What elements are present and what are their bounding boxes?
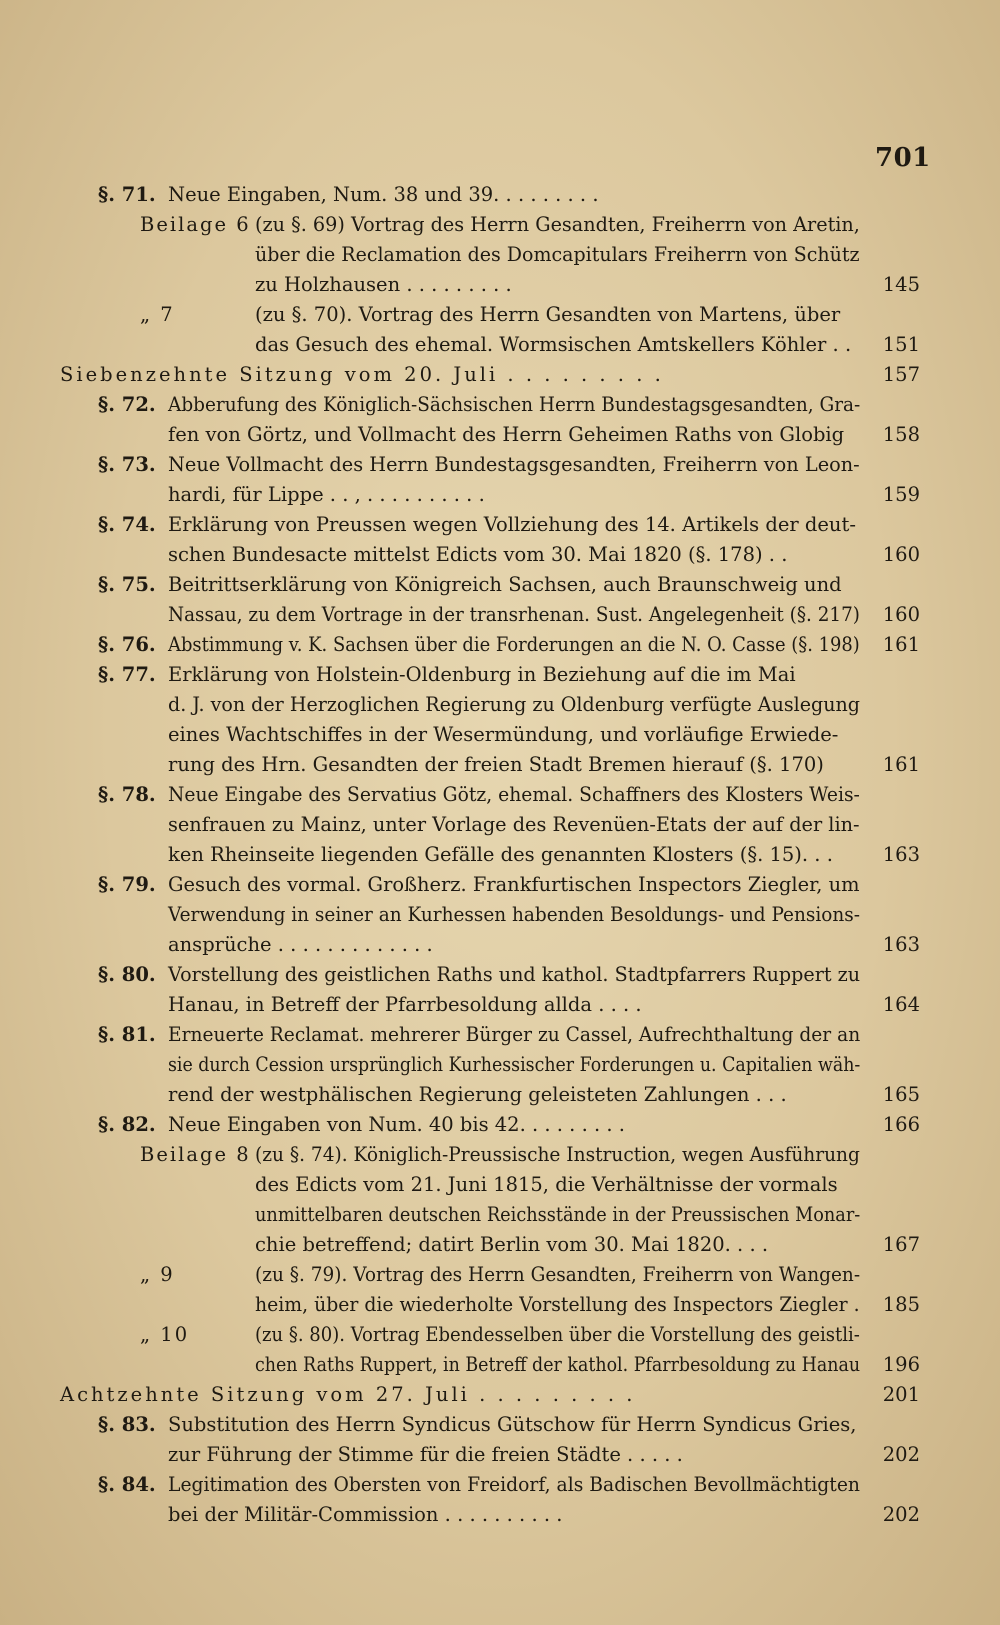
section-number: §. 71. [98,183,156,206]
toc-entry [60,1410,920,1470]
entry-text-line: Achtzehnte Sitzung vom 27. Juli . . . . . . . . . [60,1383,636,1406]
beilage-label: Beilage 8 [140,1143,251,1166]
page-reference: 158 [882,423,920,446]
entry-text-line: schen Bundesacte mittelst Edicts vom 30. Mai 1820 (§. 178) . . [168,543,788,566]
beilage-label: „ 10 [140,1323,190,1346]
entry-text-line: Substitution des Herrn Syndicus Gütschow für Herrn Syndicus Gries, [168,1413,857,1436]
section-number: §. 72. [98,393,156,416]
toc-entry [60,450,920,510]
page-reference: 166 [882,1113,920,1136]
section-number: §. 78. [98,783,156,806]
entry-text-line: chen Raths Ruppert, in Betreff der kathol. Pfarrbesoldung zu Hanau [255,1353,861,1376]
entry-text-line: chie betreffend; datirt Berlin vom 30. Mai 1820. . . . [255,1233,769,1256]
entry-text-line: Siebenzehnte Sitzung vom 20. Juli . . . . . . . . . [60,363,664,386]
table-of-contents [60,180,920,1530]
page-reference: 145 [882,273,920,296]
entry-text-line: über die Reclamation des Domcapitulars Freiherrn von Schütz [255,243,860,266]
beilage-label: Beilage 6 [140,213,251,236]
toc-entry [60,570,920,630]
entry-text-line: Vorstellung des geistlichen Raths und kathol. Stadtpfarrers Ruppert zu [168,963,861,986]
entry-text-line: bei der Militär-Commission . . . . . . . . . . [168,1503,563,1526]
entry-text-line: (zu §. 69) Vortrag des Herrn Gesandten, Freiherrn von Aretin, [255,213,860,236]
entry-text-line: Neue Eingabe des Servatius Götz, ehemal. Schaffners des Klosters Weis- [168,783,860,806]
page-reference: 164 [882,993,920,1016]
entry-text-line: senfrauen zu Mainz, unter Vorlage des Revenüen-Etats der auf der lin- [168,813,860,836]
entry-text-line: rung des Hrn. Gesandten der freien Stadt Bremen hierauf (§. 170) [168,753,824,776]
page-reference: 160 [882,543,920,566]
toc-entry [60,1260,920,1320]
entry-text-line: das Gesuch des ehemal. Wormsischen Amtskellers Köhler . . [255,333,852,356]
entry-text-line: d. J. von der Herzoglichen Regierung zu Oldenburg verfügte Auslegung [168,693,860,716]
entry-text-line: (zu §. 74). Königlich-Preussische Instruction, wegen Ausführung [255,1143,860,1166]
toc-entry [60,1140,920,1260]
section-number: §. 74. [98,513,156,536]
section-number: §. 81. [98,1023,156,1046]
page-reference: 201 [882,1383,920,1406]
entry-text-line: Nassau, zu dem Vortrage in der transrhenan. Sust. Angelegenheit (§. 217) [168,603,860,626]
section-number: §. 80. [98,963,156,986]
section-number: §. 77. [98,663,156,686]
page-reference: 163 [882,843,920,866]
entry-text-line: (zu §. 79). Vortrag des Herrn Gesandten, Freiherrn von Wangen- [255,1263,861,1286]
page-reference: 161 [882,753,920,776]
entry-text-line: Erklärung von Holstein-Oldenburg in Beziehung auf die im Mai [168,663,796,686]
entry-text-line: Neue Eingaben von Num. 40 bis 42. . . . . . . . . [168,1113,625,1136]
page-reference: 160 [882,603,920,626]
page-reference: 159 [882,483,920,506]
toc-entry [60,510,920,570]
section-number: §. 73. [98,453,156,476]
toc-entry [60,300,920,360]
entry-text-line: des Edicts vom 21. Juni 1815, die Verhältnisse der vormals [255,1173,838,1196]
page-reference: 167 [882,1233,920,1256]
toc-entry [60,1320,920,1380]
entry-text-line: sie durch Cession ursprünglich Kurhessischer Forderungen u. Capitalien wäh- [168,1053,861,1076]
toc-entry [60,780,920,870]
entry-text-line: Legitimation des Obersten von Freidorf, als Badischen Bevollmächtigten [168,1473,860,1496]
toc-entry [60,660,920,780]
entry-text-line: unmittelbaren deutschen Reichsstände in der Preussischen Monar- [255,1203,861,1226]
entry-text-line: Neue Vollmacht des Herrn Bundestagsgesandten, Freiherrn von Leon- [168,453,860,476]
section-number: §. 79. [98,873,156,896]
toc-entry [60,630,920,660]
entry-text-line: Neue Eingaben, Num. 38 und 39. . . . . . . . . [168,183,599,206]
entry-text-line: eines Wachtschiffes in der Wesermündung, und vorläufige Erwiede- [168,723,839,746]
entry-text-line: fen von Görtz, und Vollmacht des Herrn Geheimen Raths von Globig [168,423,845,446]
entry-text-line: Gesuch des vormal. Großherz. Frankfurtischen Inspectors Ziegler, um [168,873,860,896]
toc-entry [60,1470,920,1530]
toc-entry [60,390,920,450]
entry-text-line: Abberufung des Königlich-Sächsischen Herrn Bundestagsgesandten, Gra- [168,393,861,416]
section-number: §. 84. [98,1473,156,1496]
page-reference: 185 [882,1293,920,1316]
entry-text-line: ken Rheinseite liegenden Gefälle des genannten Klosters (§. 15). . . [168,843,833,866]
entry-text-line: zu Holzhausen . . . . . . . . . [255,273,512,296]
entry-text-line: heim, über die wiederholte Vorstellung des Inspectors Ziegler . [255,1293,860,1316]
entry-text-line: ansprüche . . . . . . . . . . . . . [168,933,433,956]
toc-entry [60,960,920,1020]
section-number: §. 82. [98,1113,156,1136]
entry-text-line: Verwendung in seiner an Kurhessen habenden Besoldungs- und Pensions- [168,903,860,926]
beilage-label: „ 7 [140,303,175,326]
section-number: §. 76. [98,633,156,656]
page-reference: 196 [882,1353,920,1376]
page-number: 701 [875,143,931,173]
entry-text-line: Erklärung von Preussen wegen Vollziehung des 14. Artikels der deut- [168,513,856,536]
page-reference: 163 [882,933,920,956]
page-reference: 202 [882,1443,920,1466]
page-reference: 202 [882,1503,920,1526]
page-reference: 157 [882,363,920,386]
page-reference: 161 [882,633,920,656]
entry-text-line: Abstimmung v. K. Sachsen über die Forderungen an die N. O. Casse (§. 198) [168,633,860,656]
page-reference: 151 [882,333,920,356]
entry-text-line: hardi, für Lippe . . , . . . . . . . . . . [168,483,485,506]
entry-text-line: rend der westphälischen Regierung geleisteten Zahlungen . . . [168,1083,787,1106]
toc-entry [60,870,920,960]
beilage-label: „ 9 [140,1263,175,1286]
page-reference: 165 [882,1083,920,1106]
section-number: §. 83. [98,1413,156,1436]
entry-text-line: (zu §. 70). Vortrag des Herrn Gesandten von Martens, über [255,303,841,326]
entry-text-line: Erneuerte Reclamat. mehrerer Bürger zu Cassel, Aufrechthaltung der an [168,1023,861,1046]
entry-text-line: Beitrittserklärung von Königreich Sachsen, auch Braunschweig und [168,573,842,596]
toc-entry [60,360,920,390]
toc-entry [60,1020,920,1110]
toc-entry [60,1110,920,1140]
toc-entry [60,180,920,210]
entry-text-line: (zu §. 80). Vortrag Ebendesselben über die Vorstellung des geistli- [255,1323,860,1346]
toc-entry [60,210,920,300]
section-number: §. 75. [98,573,156,596]
entry-text-line: Hanau, in Betreff der Pfarrbesoldung allda . . . . [168,993,642,1016]
toc-entry [60,1380,920,1410]
entry-text-line: zur Führung der Stimme für die freien Städte . . . . . [168,1443,683,1466]
